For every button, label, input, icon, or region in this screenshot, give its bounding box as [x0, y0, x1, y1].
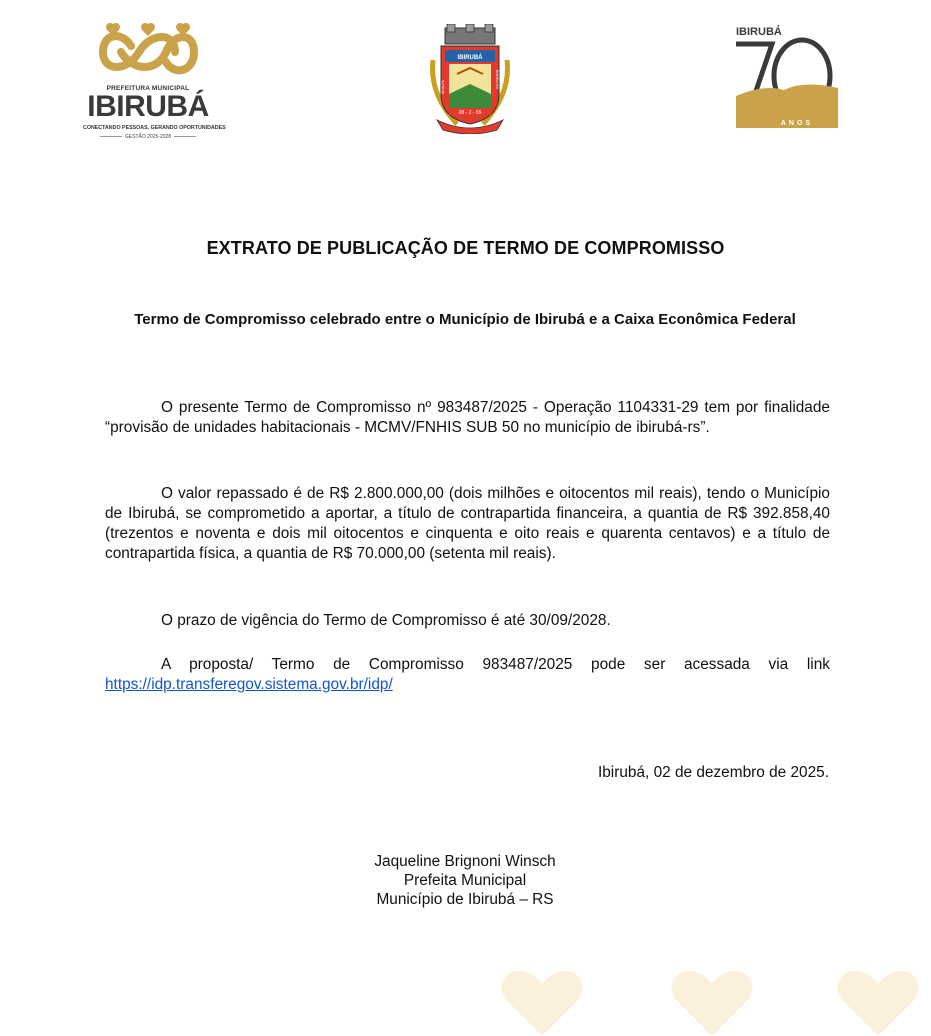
document-subtitle: Termo de Compromisso celebrado entre o Município de Ibirubá e a Caixa Econômica Federal [134, 311, 796, 328]
paragraph-purpose: O presente Termo de Compromisso nº 983487/2025 - Operação 1104331-29 tem por finalidade “provisão de unidades habitacionais - MCMV/FNHIS SUB 50 no município de ibirubá-rs”. [105, 399, 830, 436]
coat-of-arms-icon [427, 24, 513, 134]
signature-block [300, 852, 630, 909]
hearts-logo-icon [95, 22, 201, 86]
decor-heart-icon [670, 966, 754, 1036]
crest-banner: IBIRUBÁ [457, 55, 483, 61]
decor-heart-icon [836, 966, 920, 1036]
signer-entity: Município de Ibirubá – RS [376, 891, 554, 908]
logo-gestao: GESTÃO 2025-2028 [83, 134, 213, 140]
document-title: EXTRATO DE PUBLICAÇÃO DE TERMO DE COMPROMISSO [206, 238, 725, 258]
anniversary-logo [734, 26, 842, 130]
paragraph-validity: O prazo de vigência do Termo de Compromisso é até 30/09/2028. [161, 612, 611, 629]
crest-date: 28 - 2 - 55 [458, 110, 482, 116]
logo-slogan: CONECTANDO PESSOAS, GERANDO OPORTUNIDADES [83, 125, 226, 131]
signer-role: Prefeita Municipal [403, 872, 527, 889]
signer-name: Jaqueline Brignoni Winsch [374, 853, 556, 870]
anos-label: ANOS [780, 120, 814, 127]
transferegov-link[interactable]: https://idp.transferegov.sistema.gov.br/idp/ [105, 676, 393, 693]
crest-left-band: ANALFA [441, 80, 445, 94]
paragraph-link-text: A proposta/ Termo de Compromisso 983487/2025 pode ser acessada via link [161, 656, 830, 673]
seventy-years-icon [734, 36, 842, 130]
date-line: Ibirubá, 02 de dezembro de 2025. [597, 764, 829, 781]
anniversary-logo-name: IBIRUBÁ [736, 26, 782, 38]
paragraph-values: O valor repassado é de R$ 2.800.000,00 (dois milhões e oitocentos mil reais), tendo o Município de Ibirubá, se comprometido a aportar, a título de contrapartida financeira, a quantia de R$ 392.858,40 (trezentos e noventa e dois mil oitocentos e cinquenta e oito reais e quarenta centavos) e a título de contrapartida física, a quantia de R$ 70.000,00 (setenta mil reais). [105, 485, 830, 562]
decor-heart-icon [500, 966, 584, 1036]
logo-small-text: PREFEITURA MUNICIPAL [106, 85, 190, 92]
crest-right-band: BOREO RS [495, 70, 499, 89]
prefeitura-logo [83, 22, 226, 142]
logo-name: IBIRUBÁ [87, 90, 209, 123]
paragraph-link [105, 655, 830, 695]
